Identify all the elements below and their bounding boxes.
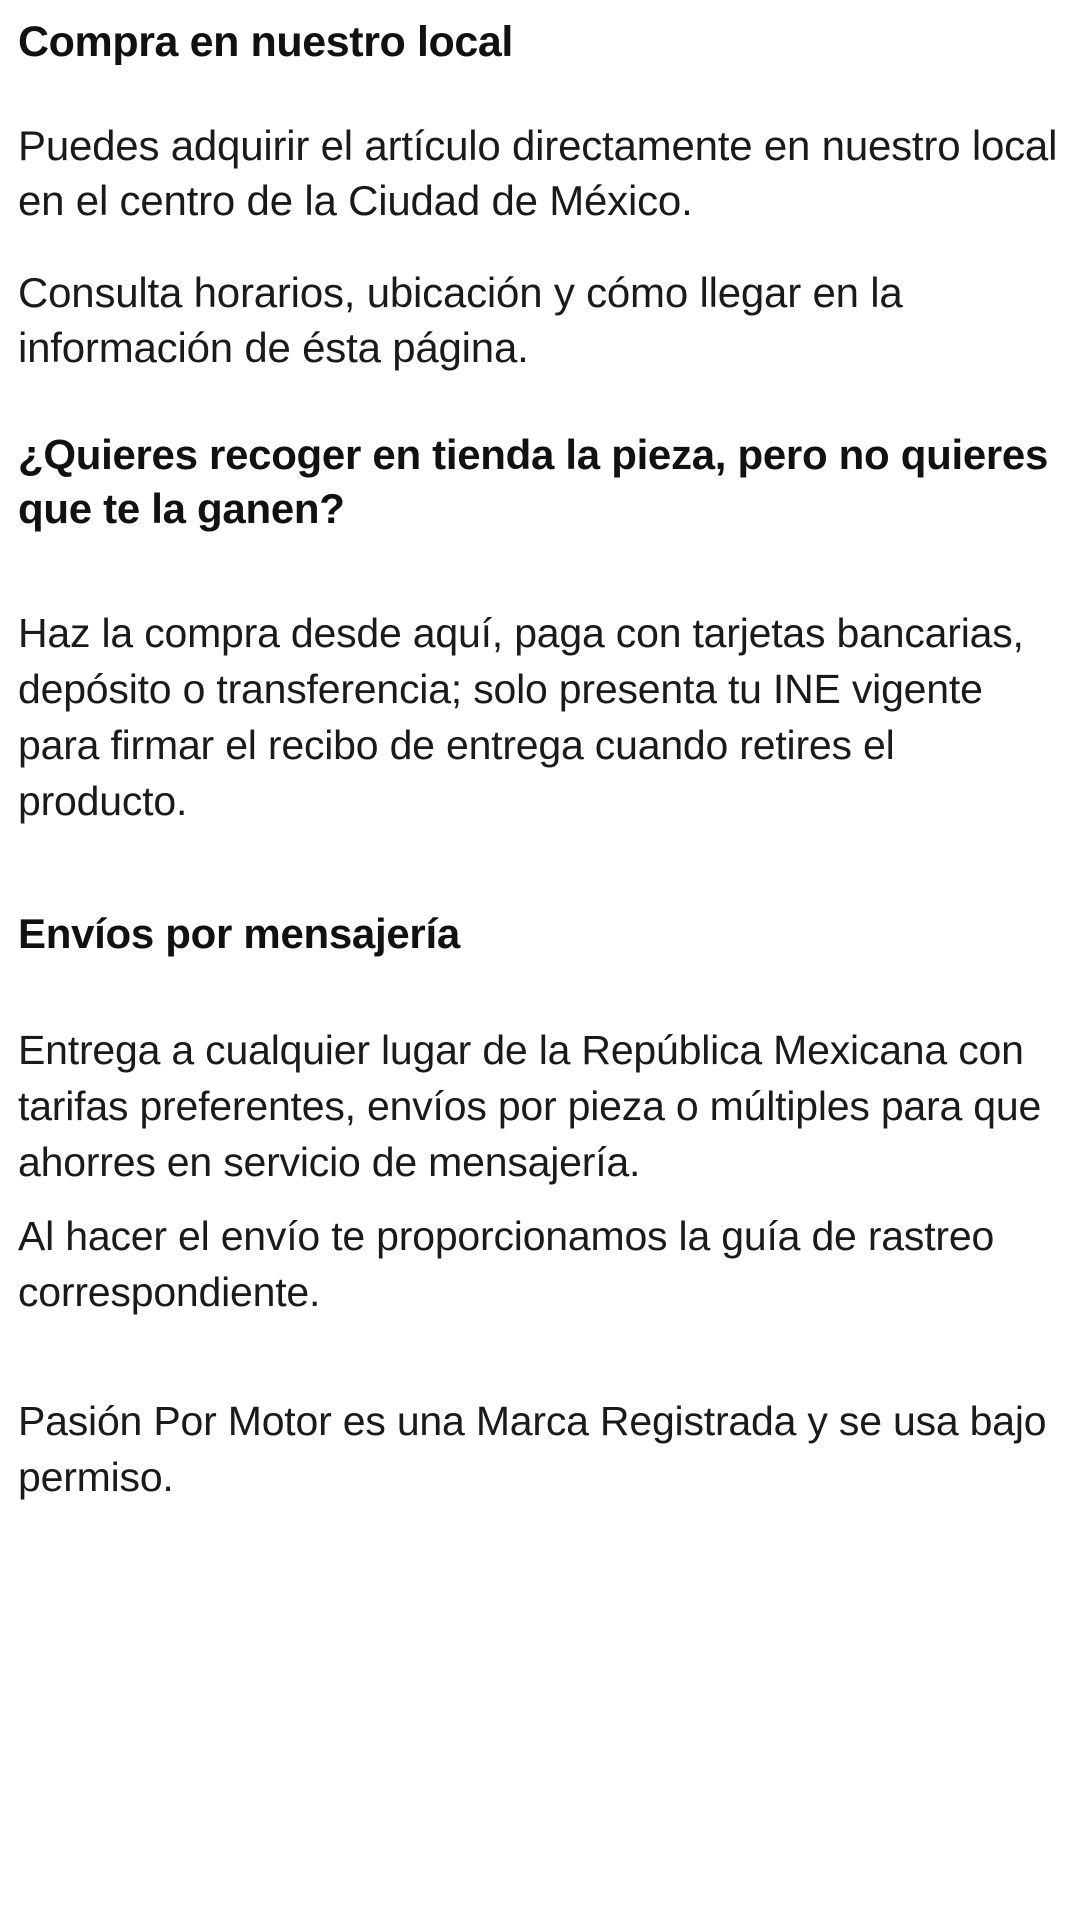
question-store-pickup: ¿Quieres recoger en tienda la pieza, pero no quieres que te la ganen? [18,430,1049,533]
paragraph-trademark-notice: Pasión Por Motor es una Marca Registrada y se usa bajo permiso. [18,1397,1047,1500]
paragraph-courier-tracking: Al hacer el envío te proporcionamos la guía de rastreo correspondiente. [18,1213,995,1316]
section-heading-local-purchase: Compra en nuestro local [18,18,513,66]
paragraph-local-purchase-info: Consulta horarios, ubicación y cómo llegar en la información de ésta página. [18,268,903,372]
paragraph-store-pickup-answer: Haz la compra desde aquí, paga con tarjetas bancarias, depósito o transferencia; solo presenta tu INE vigente para firmar el recibo de entrega cuando retires el producto. [18,609,1024,825]
paragraph-local-purchase-description: Puedes adquirir el artículo directamente en nuestro local en el centro de la Ciudad de México. [18,121,1058,225]
paragraph-courier-coverage: Entrega a cualquier lugar de la República Mexicana con tarifas preferentes, envíos por pieza o múltiples para que ahorres en servicio de mensajería. [18,1026,1042,1186]
section-heading-courier-shipping: Envíos por mensajería [18,910,460,958]
